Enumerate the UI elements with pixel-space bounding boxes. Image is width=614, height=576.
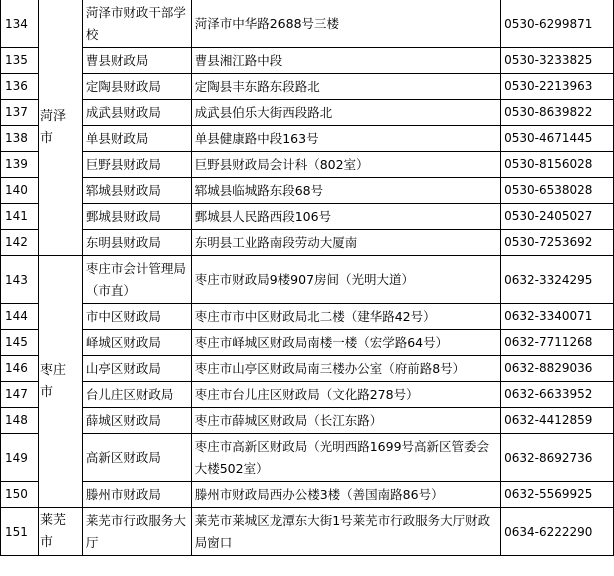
unit-address: 巨野县财政局会计科（802室） xyxy=(191,152,500,178)
unit-address: 枣庄市高新区财政局（光明西路1699号高新区管委会大楼502室） xyxy=(191,434,500,482)
phone-number: 0632-4412859 xyxy=(501,408,614,434)
unit-name: 菏泽市财政干部学校 xyxy=(82,0,191,48)
unit-address: 定陶县丰东路东段路北 xyxy=(191,74,500,100)
row-number: 145 xyxy=(1,330,39,356)
unit-address: 东明县工业路南段劳动大厦南 xyxy=(191,230,500,256)
phone-number: 0530-8156028 xyxy=(501,152,614,178)
row-number: 146 xyxy=(1,356,39,382)
unit-address: 曹县湘江路中段 xyxy=(191,48,500,74)
phone-number: 0634-6222290 xyxy=(501,508,614,556)
phone-number: 0632-6633952 xyxy=(501,382,614,408)
unit-name: 山亭区财政局 xyxy=(82,356,191,382)
unit-name: 曹县财政局 xyxy=(82,48,191,74)
unit-name: 枣庄市会计管理局（市直） xyxy=(82,256,191,304)
phone-number: 0632-7711268 xyxy=(501,330,614,356)
phone-number: 0530-2213963 xyxy=(501,74,614,100)
phone-number: 0530-6299871 xyxy=(501,0,614,48)
table-row xyxy=(1,408,614,434)
table-row xyxy=(1,304,614,330)
unit-name: 郓城县财政局 xyxy=(82,178,191,204)
phone-number: 0632-5569925 xyxy=(501,482,614,508)
table-row xyxy=(1,0,614,48)
unit-name: 莱芜市行政服务大厅 xyxy=(82,508,191,556)
unit-name: 成武县财政局 xyxy=(82,100,191,126)
phone-number: 0530-2405027 xyxy=(501,204,614,230)
row-number: 139 xyxy=(1,152,39,178)
unit-address: 菏泽市中华路2688号三楼 xyxy=(191,0,500,48)
table-row xyxy=(1,100,614,126)
table-row xyxy=(1,230,614,256)
city-name: 菏泽市 xyxy=(38,0,82,256)
unit-address: 单县健康路中段163号 xyxy=(191,126,500,152)
row-number: 135 xyxy=(1,48,39,74)
row-number: 150 xyxy=(1,482,39,508)
phone-number: 0632-8829036 xyxy=(501,356,614,382)
unit-name: 峄城区财政局 xyxy=(82,330,191,356)
phone-number: 0632-3324295 xyxy=(501,256,614,304)
unit-name: 东明县财政局 xyxy=(82,230,191,256)
row-number: 143 xyxy=(1,256,39,304)
unit-address: 枣庄市峄城区财政局南楼一楼（宏学路64号） xyxy=(191,330,500,356)
row-number: 148 xyxy=(1,408,39,434)
unit-address: 枣庄市薛城区财政局（长江东路） xyxy=(191,408,500,434)
row-number: 134 xyxy=(1,0,39,48)
phone-number: 0632-8692736 xyxy=(501,434,614,482)
table-row xyxy=(1,204,614,230)
row-number: 141 xyxy=(1,204,39,230)
unit-address: 郓城县临城路东段68号 xyxy=(191,178,500,204)
unit-name: 巨野县财政局 xyxy=(82,152,191,178)
table-row xyxy=(1,330,614,356)
table-row xyxy=(1,74,614,100)
unit-address: 枣庄市山亭区财政局南三楼办公室（府前路8号） xyxy=(191,356,500,382)
unit-address: 鄄城县人民路西段106号 xyxy=(191,204,500,230)
row-number: 147 xyxy=(1,382,39,408)
unit-name: 鄄城县财政局 xyxy=(82,204,191,230)
table-row xyxy=(1,382,614,408)
row-number: 136 xyxy=(1,74,39,100)
phone-number: 0530-4671445 xyxy=(501,126,614,152)
unit-name: 台儿庄区财政局 xyxy=(82,382,191,408)
unit-name: 滕州市财政局 xyxy=(82,482,191,508)
unit-address: 滕州市财政局西办公楼3楼（善国南路86号） xyxy=(191,482,500,508)
row-number: 144 xyxy=(1,304,39,330)
unit-name: 单县财政局 xyxy=(82,126,191,152)
table-row xyxy=(1,152,614,178)
city-name: 枣庄市 xyxy=(38,256,82,508)
unit-address: 枣庄市市中区财政局北二楼（建华路42号） xyxy=(191,304,500,330)
unit-name: 市中区财政局 xyxy=(82,304,191,330)
phone-number: 0530-3233825 xyxy=(501,48,614,74)
unit-name: 薛城区财政局 xyxy=(82,408,191,434)
phone-number: 0632-3340071 xyxy=(501,304,614,330)
row-number: 138 xyxy=(1,126,39,152)
table-body xyxy=(1,0,614,556)
row-number: 140 xyxy=(1,178,39,204)
table-row xyxy=(1,482,614,508)
table-row xyxy=(1,126,614,152)
row-number: 149 xyxy=(1,434,39,482)
table-row xyxy=(1,508,614,556)
unit-address: 成武县伯乐大街西段路北 xyxy=(191,100,500,126)
row-number: 142 xyxy=(1,230,39,256)
table-row xyxy=(1,178,614,204)
table-row xyxy=(1,256,614,304)
phone-number: 0530-8639822 xyxy=(501,100,614,126)
city-name: 莱芜市 xyxy=(38,508,82,556)
table-row xyxy=(1,48,614,74)
table-row xyxy=(1,356,614,382)
phone-number: 0530-7253692 xyxy=(501,230,614,256)
unit-address: 枣庄市财政局9楼907房间（光明大道） xyxy=(191,256,500,304)
unit-name: 高新区财政局 xyxy=(82,434,191,482)
unit-address: 枣庄市台儿庄区财政局（文化路278号） xyxy=(191,382,500,408)
phone-number: 0530-6538028 xyxy=(501,178,614,204)
unit-name: 定陶县财政局 xyxy=(82,74,191,100)
table-row xyxy=(1,434,614,482)
unit-address: 莱芜市莱城区龙潭东大街1号莱芜市行政服务大厅财政局窗口 xyxy=(191,508,500,556)
row-number: 137 xyxy=(1,100,39,126)
row-number: 151 xyxy=(1,508,39,556)
